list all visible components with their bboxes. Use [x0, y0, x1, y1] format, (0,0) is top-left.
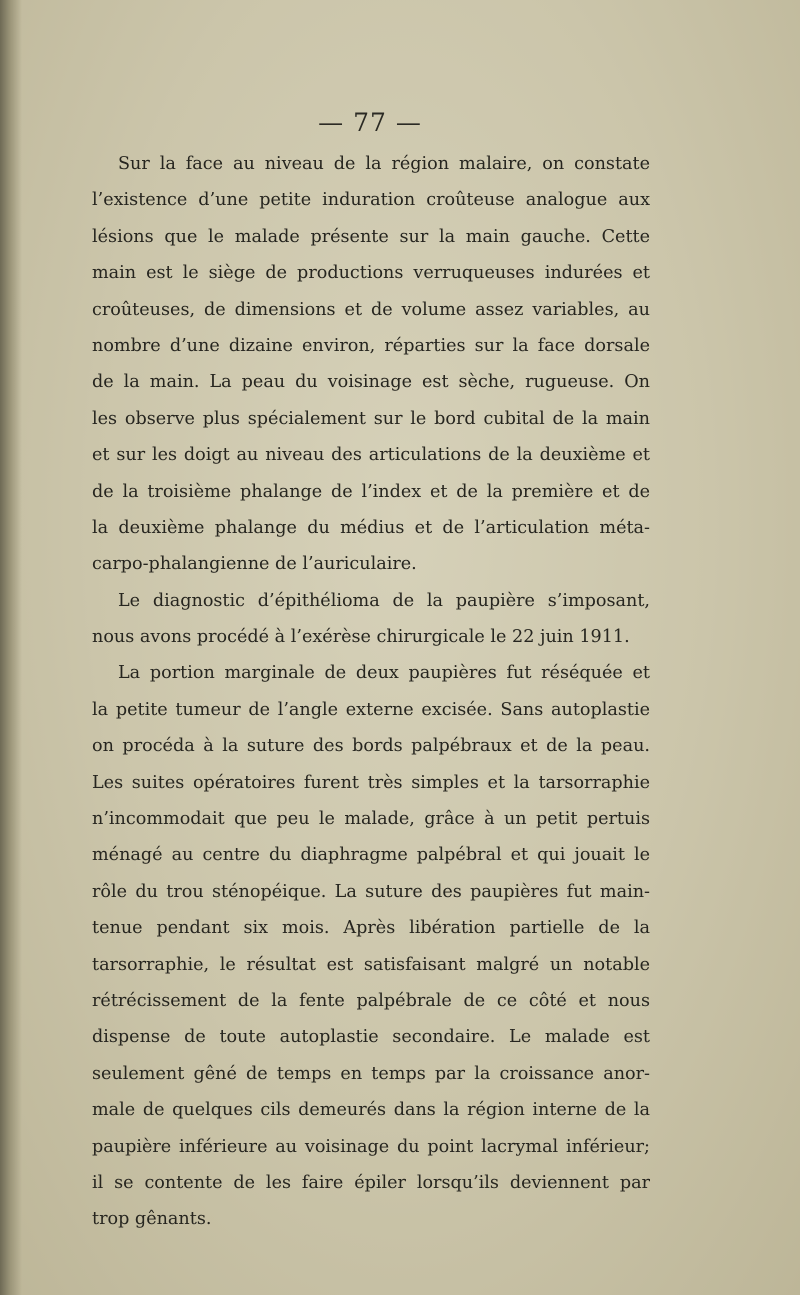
text-line: paupière inférieure au voisinage du point lacrymal inférieur;	[92, 1136, 650, 1157]
text-line: n’incommodait que peu le malade, grâce à un petit pertuis	[92, 809, 650, 830]
text-line: les observe plus spécialement sur le bord cubital de la main	[92, 408, 650, 429]
text-line: la petite tumeur de l’angle externe excisée. Sans autoplastie	[92, 699, 650, 720]
text-line: rétrécissement de la fente palpébrale de ce côté et nous	[92, 990, 650, 1011]
text-line: Le diagnostic d’épithélioma de la paupière s’imposant,	[118, 590, 650, 611]
text-line: croûteuses, de dimensions et de volume assez variables, au	[92, 299, 650, 320]
binding-edge	[0, 0, 22, 1295]
text-line: tenue pendant six mois. Après libération partielle de la	[92, 918, 650, 939]
text-line: seulement gêné de temps en temps par la croissance anor-	[92, 1063, 650, 1084]
body-text	[92, 146, 650, 1238]
text-line: Les suites opératoires furent très simples et la tarsorraphie	[92, 772, 650, 793]
text-line: la deuxième phalange du médius et de l’articulation méta-	[92, 517, 650, 538]
text-line: tarsorraphie, le résultat est satisfaisant malgré un notable	[92, 954, 650, 975]
text-line: lésions que le malade présente sur la main gauche. Cette	[92, 226, 650, 247]
text-line: l’existence d’une petite induration croûteuse analogue aux	[92, 190, 650, 211]
text-line: nombre d’une dizaine environ, réparties sur la face dorsale	[92, 335, 650, 356]
text-line: male de quelques cils demeurés dans la région interne de la	[92, 1100, 650, 1121]
text-line: de la main. La peau du voisinage est sèche, rugueuse. On	[92, 372, 650, 393]
text-line: nous avons procédé à l’exérèse chirurgicale le 22 juin 1911.	[92, 627, 630, 648]
text-line: main est le siège de productions verruqueuses indurées et	[92, 263, 650, 284]
text-line: carpo-phalangienne de l’auriculaire.	[92, 554, 417, 575]
page-number: — 77 —	[318, 108, 422, 137]
text-line: dispense de toute autoplastie secondaire. Le malade est	[92, 1027, 650, 1048]
text-line: rôle du trou sténopéique. La suture des paupières fut main-	[92, 881, 650, 902]
text-line: La portion marginale de deux paupières fut réséquée et	[118, 663, 650, 684]
text-line: il se contente de les faire épiler lorsqu’ils deviennent par	[92, 1172, 650, 1193]
text-line: on procéda à la suture des bords palpébraux et de la peau.	[92, 736, 650, 757]
text-line: trop gênants.	[92, 1209, 212, 1230]
text-line: et sur les doigt au niveau des articulations de la deuxième et	[92, 445, 650, 466]
text-line: de la troisième phalange de l’index et de la première et de	[92, 481, 650, 502]
text-line: ménagé au centre du diaphragme palpébral et qui jouait le	[92, 845, 650, 866]
text-line: Sur la face au niveau de la région malaire, on constate	[118, 154, 650, 174]
